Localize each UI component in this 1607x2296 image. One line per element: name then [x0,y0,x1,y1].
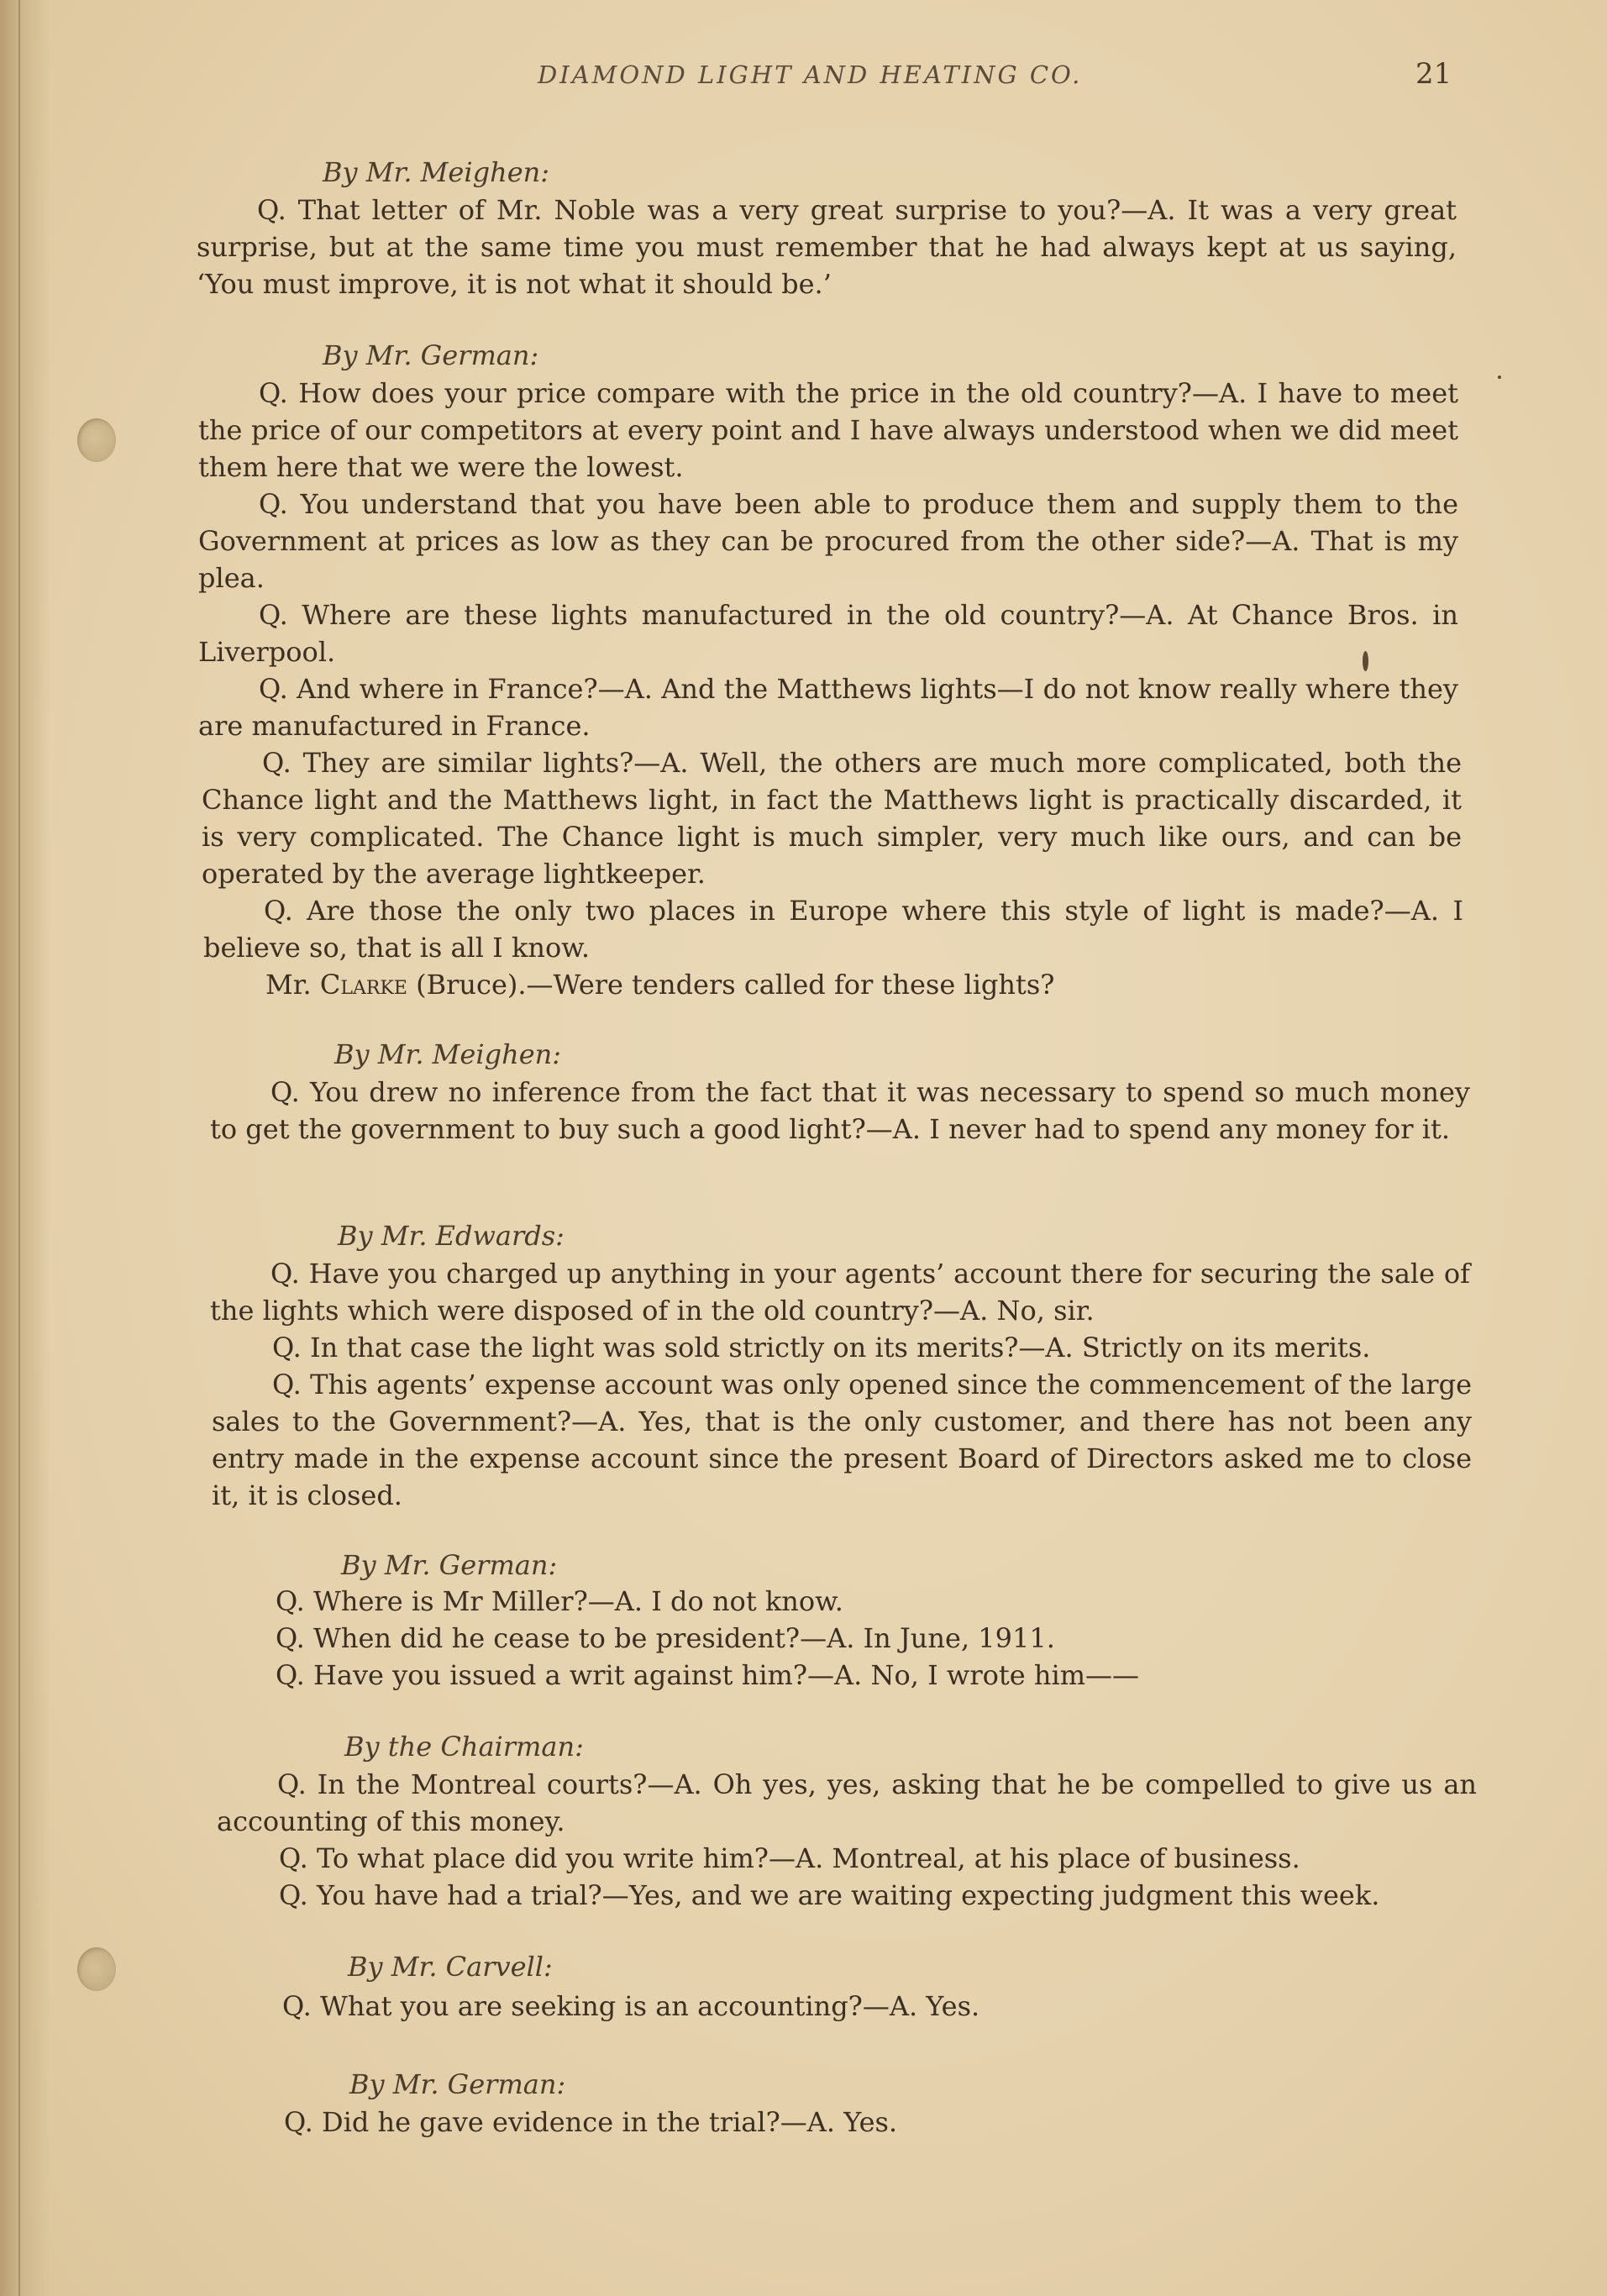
speaker-remark: (Bruce).—Were tenders called for these lights? [407,969,1055,1001]
testimony-paragraph: Q. In that case the light was sold strictly on its merits?—A. Strictly on its merits. [272,1332,1371,1363]
testimony-paragraph: Q. You understand that you have been able to produce them and supply them to the Government at prices as low as they can be procured from the other side?—A. That is my plea. [198,488,1458,594]
testimony-paragraph: Q. Have you charged up anything in your agents’ account there for securing the sale of the lights which were disposed of in the old country?—A. No, sir. [210,1258,1470,1327]
testimony-paragraph: Q. Where are these lights manufactured in the old country?—A. At Chance Bros. in Liverpool. [198,599,1458,668]
testimony-paragraph: Q. You have had a trial?—Yes, and we are waiting expecting judgment this week. [279,1879,1380,1911]
speaker-heading: By Mr. German: [323,339,539,371]
testimony-paragraph: Q. This agents’ expense account was only opened since the commencement of the large sales to the Government?—A. Yes, that is the only customer, and there has not been any entry made in the expense account since the present Board of Directors asked me to close it, it is closed. [212,1369,1472,1511]
testimony-paragraph: Q. And where in France?—A. And the Matthews lights—I do not know really where they are manufactured in France. [198,673,1458,742]
speaker-heading: By Mr. Carvell: [348,1951,553,1983]
speaker-heading: By Mr. German: [341,1549,558,1581]
running-title: DIAMOND LIGHT AND HEATING CO. [538,60,1083,89]
speaker-name: Clarke [319,969,407,1001]
testimony-paragraph [205,966,1465,1003]
testimony-paragraph: Q. Where is Mr Miller?—A. I do not know. [276,1585,843,1617]
speaker-heading: By Mr. Meighen: [323,156,550,188]
testimony-paragraph: Q. You drew no inference from the fact that it was necessary to spend so much money to get the government to buy such a good light?—A. I never had to spend any money for it. [210,1076,1470,1145]
speaker-heading: By Mr. Edwards: [338,1220,565,1252]
testimony-paragraph: Q. Did he gave evidence in the trial?—A. Yes. [284,2106,898,2138]
speaker-heading: By Mr. Meighen: [334,1038,562,1070]
testimony-paragraph: Q. To what place did you write him?—A. Montreal, at his place of business. [279,1842,1300,1874]
testimony-paragraph: Q. How does your price compare with the price in the old country?—A. I have to meet the price of our competitors at every point and I have always understood when we did meet them here that we were the lowest. [198,377,1458,483]
testimony-paragraph: Q. Have you issued a writ against him?—A. No, I wrote him—— [276,1659,1140,1691]
speaker-heading: By Mr. German: [349,2068,566,2100]
testimony-paragraph: Q. In the Montreal courts?—A. Oh yes, yes, asking that he be compelled to give us an accounting of this money. [217,1768,1477,1837]
testimony-paragraph: Q. That letter of Mr. Noble was a very great surprise to you?—A. It was a very great surprise, but at the same time you must remember that he had always kept at us saying, ‘You must improve, it is not what it should be.’ [197,194,1457,300]
page-number: 21 [1415,57,1452,91]
testimony-paragraph: Q. What you are seeking is an accounting?—A. Yes. [282,1990,980,2022]
testimony-paragraph: Q. When did he cease to be president?—A. In June, 1911. [276,1622,1055,1654]
testimony-paragraph: Q. They are similar lights?—A. Well, the others are much more complicated, both the Chance light and the Matthews light, in fact the Matthews light is practically discarded, it is very complicated. The Chance light is much simpler, very much like ours, and can be operated by the average lightkeeper. [202,747,1462,890]
testimony-paragraph: Q. Are those the only two places in Europe where this style of light is made?—A. I believe so, that is all I know. [203,895,1463,964]
speaker-heading: By the Chairman: [344,1731,584,1763]
speaker-prefix: Mr. [265,969,320,1001]
